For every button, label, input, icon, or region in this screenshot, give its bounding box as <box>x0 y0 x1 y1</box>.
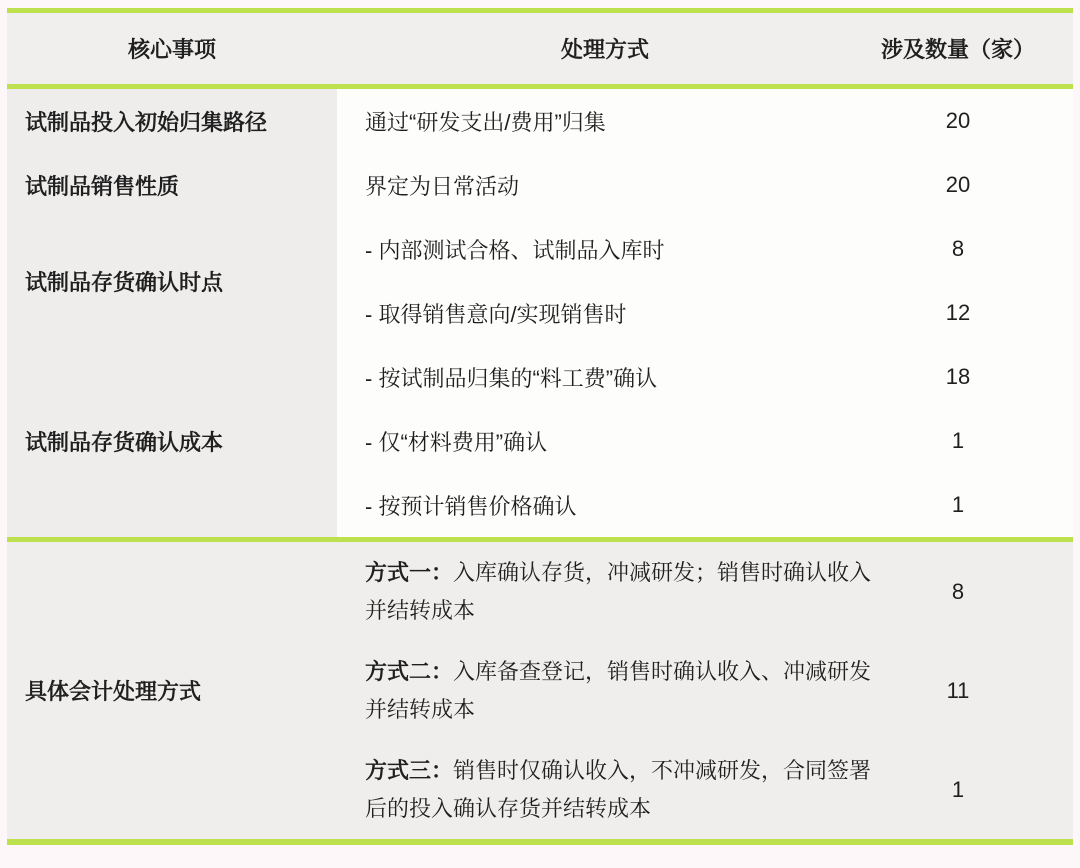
table-row <box>337 153 1073 217</box>
header-core-matter: 核心事项 <box>127 37 216 62</box>
core-matter-column <box>7 89 337 537</box>
row-label: 试制品投入初始归集路径 <box>25 109 268 135</box>
method-text <box>337 740 873 839</box>
treatment-text: - 内部测试合格、试制品入库时 <box>365 237 665 263</box>
method-text <box>337 641 873 740</box>
count-value: 11 <box>946 677 970 703</box>
treatment-text: - 按预计销售价格确认 <box>365 493 577 519</box>
table-row <box>337 281 1073 345</box>
accounting-treatment-table <box>7 8 1073 845</box>
method-text <box>337 542 873 641</box>
table-row <box>337 217 1073 281</box>
row-label: 试制品存货确认成本 <box>25 429 224 455</box>
row-label: 具体会计处理方式 <box>25 679 202 704</box>
row-label: 试制品销售性质 <box>25 173 180 199</box>
treatment-rows <box>337 89 1073 537</box>
treatment-text: - 仅“材料费用”确认 <box>365 429 548 455</box>
table-row <box>337 641 1073 740</box>
count-value: 1 <box>951 428 965 453</box>
count-value: 1 <box>951 492 965 517</box>
method-detail: 入库备查登记，销售时确认收入、冲减研发并结转成本 <box>365 658 872 722</box>
treatment-text: - 取得销售意向/实现销售时 <box>365 301 627 327</box>
bottom-rule <box>7 839 1073 845</box>
table-row <box>337 740 1073 839</box>
count-value: 20 <box>945 108 971 133</box>
table-body-section-2 <box>7 542 1073 839</box>
table-header-row <box>7 13 1073 84</box>
table-row <box>337 473 1073 537</box>
method-detail: 销售时仅确认收入，不冲减研发，合同签署后的投入确认存货并结转成本 <box>365 757 872 821</box>
method-rows <box>337 542 1073 839</box>
count-value: 8 <box>951 578 965 604</box>
table-row <box>337 542 1073 641</box>
row-label: 试制品存货确认时点 <box>25 269 224 295</box>
table-row <box>337 345 1073 409</box>
method-prefix: 方式二： <box>365 658 454 684</box>
header-count: 涉及数量（家） <box>880 37 1035 62</box>
count-value: 20 <box>945 172 971 197</box>
treatment-text: - 按试制品归集的“料工费”确认 <box>365 365 658 391</box>
count-value: 12 <box>945 300 971 325</box>
table-row <box>337 89 1073 153</box>
count-value: 18 <box>945 364 971 389</box>
method-prefix: 方式一： <box>365 559 454 585</box>
treatment-text: 界定为日常活动 <box>365 173 520 199</box>
treatment-text: 通过“研发支出/费用”归集 <box>365 109 606 135</box>
table-body-section-1 <box>7 89 1073 537</box>
count-value: 8 <box>951 236 965 261</box>
method-detail: 入库确认存货，冲减研发；销售时确认收入并结转成本 <box>365 559 872 623</box>
header-treatment: 处理方式 <box>560 37 649 62</box>
method-prefix: 方式三： <box>365 757 454 783</box>
table-row <box>337 409 1073 473</box>
count-value: 1 <box>951 776 965 802</box>
